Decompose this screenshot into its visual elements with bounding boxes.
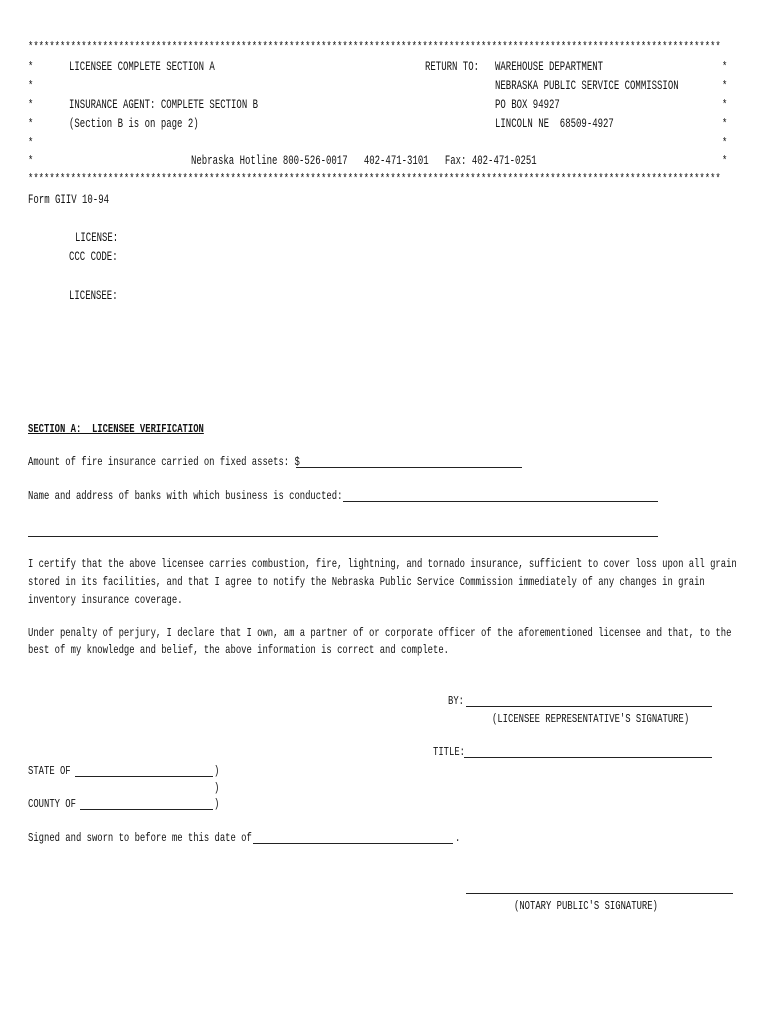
header-side-star: * [28,79,34,93]
address-line: LINCOLN NE 68509-4927 [495,117,614,131]
certify-line: inventory insurance coverage. [28,593,183,607]
address-line: PO BOX 94927 [495,98,560,112]
notary-signature-field[interactable] [466,893,733,894]
paren: ) [214,764,220,778]
section-a-heading: SECTION A: LICENSEE VERIFICATION [28,422,204,436]
header-star-border-top: ********************************************************************************************************************************** [28,40,721,54]
header-side-star: * [722,154,728,168]
perjury-line: best of my knowledge and belief, the above information is correct and complete. [28,643,449,657]
paren: ) [214,797,220,811]
state-label: STATE OF [28,764,71,778]
header-side-star: * [28,98,34,112]
ccc-code-label: CCC CODE: [69,250,118,264]
state-field[interactable] [75,776,213,777]
header-side-star: * [722,79,728,93]
form-number: Form GIIV 10-94 [28,193,110,207]
licensee-instruction: LICENSEE COMPLETE SECTION A [69,60,215,74]
paren: ) [214,781,220,795]
representative-signature-caption: (LICENSEE REPRESENTATIVE'S SIGNATURE) [492,712,690,726]
header-side-star: * [28,154,34,168]
banks-field[interactable] [343,501,658,502]
section-b-note: (Section B is on page 2) [69,117,199,131]
title-label: TITLE: [433,745,465,759]
header-side-star: * [28,117,34,131]
perjury-line: Under penalty of perjury, I declare that I own, am a partner of or corporate officer of the aforementioned licensee and that, to the [28,626,732,640]
county-label: COUNTY OF [28,797,76,811]
return-to-label: RETURN TO: [425,60,480,74]
banks-label: Name and address of banks with which business is conducted: [28,489,343,503]
header-side-star: * [722,60,728,74]
by-label: BY: [448,694,464,708]
county-field[interactable] [80,809,213,810]
agent-instruction: INSURANCE AGENT: COMPLETE SECTION B [69,98,259,112]
license-label: LICENSE: [75,231,119,245]
notary-signature-caption: (NOTARY PUBLIC'S SIGNATURE) [514,899,658,913]
header-side-star: * [28,60,34,74]
licensee-label: LICENSEE: [69,289,118,303]
title-field[interactable] [464,757,712,758]
hotline: Nebraska Hotline 800-526-0017 402-471-3101 Fax: 402-471-0251 [191,154,537,168]
address-line: NEBRASKA PUBLIC SERVICE COMMISSION [495,79,679,93]
header-side-star: * [722,117,728,131]
header-side-star: * [28,136,34,150]
certify-line: I certify that the above licensee carries combustion, fire, lightning, and tornado insurance, sufficient to cover loss upon all grain [28,557,737,571]
representative-signature-field[interactable] [466,706,712,707]
period: . [455,831,461,845]
sworn-label: Signed and sworn to before me this date of [28,831,252,845]
fire-insurance-amount-field[interactable] [296,467,522,468]
sworn-date-field[interactable] [253,843,453,844]
header-star-border-bottom: ********************************************************************************************************************************** [28,172,721,186]
fire-insurance-label: Amount of fire insurance carried on fixed assets: $ [28,455,300,469]
header-side-star: * [722,136,728,150]
banks-field-continued[interactable] [28,536,658,537]
address-line: WAREHOUSE DEPARTMENT [495,60,604,74]
header-side-star: * [722,98,728,112]
certify-line: stored in its facilities, and that I agree to notify the Nebraska Public Service Commission immediately of any changes in grain [28,575,705,589]
